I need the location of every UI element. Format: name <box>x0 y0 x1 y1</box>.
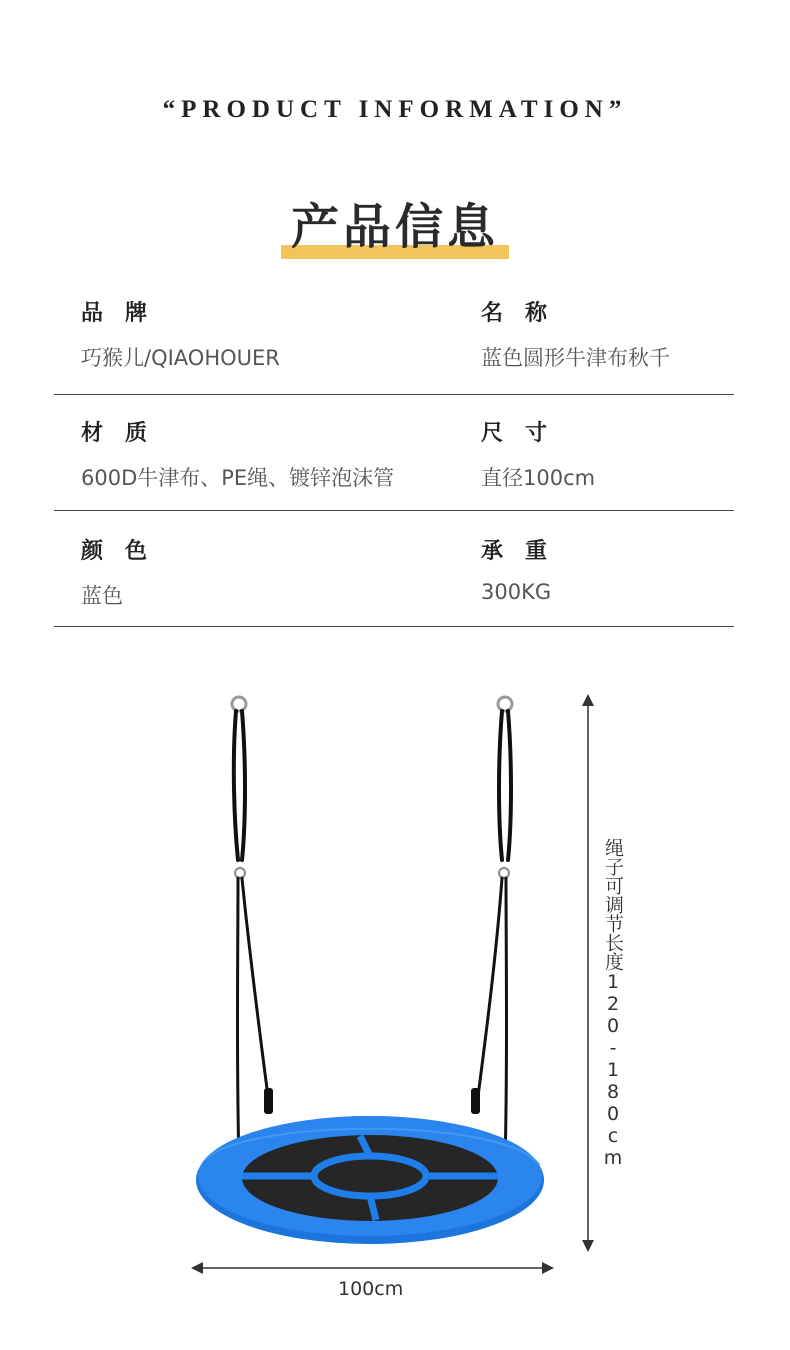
spec-value-material: 600D牛津布、PE绳、镀锌泡沫管 <box>81 466 395 490</box>
spec-row <box>54 290 734 395</box>
swing-seat <box>196 1116 544 1244</box>
swing-illustration <box>0 680 790 1300</box>
spec-label-size: 尺寸 <box>481 421 570 446</box>
spec-value-brand: 巧猴儿/QIAOHOUER <box>81 346 280 370</box>
page-title: 产品信息 <box>285 188 505 257</box>
width-label: 100cm <box>338 1278 404 1300</box>
spec-label-name: 名称 <box>481 301 570 326</box>
spec-row <box>54 510 734 627</box>
spec-label-color: 颜色 <box>81 539 170 564</box>
height-label: 绳子可调节长度120-180cm <box>602 838 624 1169</box>
spec-value-size: 直径100cm <box>481 466 596 490</box>
spec-value-color: 蓝色 <box>81 584 123 608</box>
spec-label-material: 材质 <box>81 421 170 446</box>
ring-icon <box>232 697 512 711</box>
spec-row <box>54 394 734 511</box>
spec-value-name: 蓝色圆形牛津布秋千 <box>481 346 670 370</box>
spec-label-brand: 品牌 <box>81 301 170 326</box>
spec-label-capacity: 承重 <box>481 539 570 564</box>
spec-value-capacity: 300KG <box>481 580 552 604</box>
en-title: “PRODUCT INFORMATION” <box>162 96 628 123</box>
